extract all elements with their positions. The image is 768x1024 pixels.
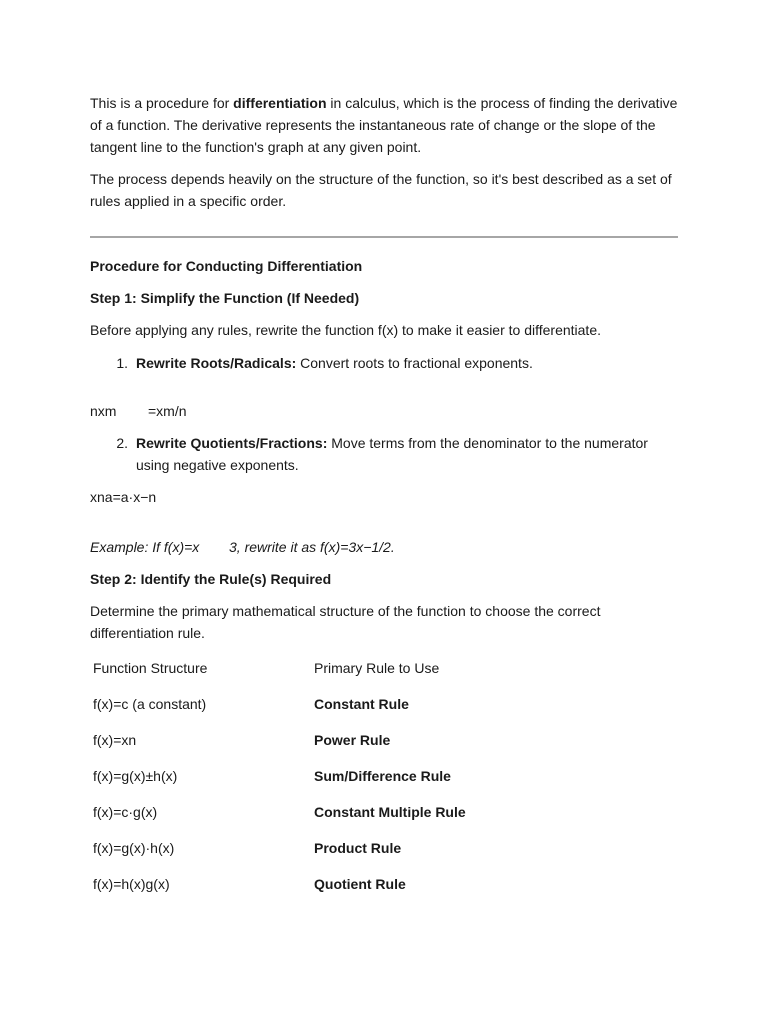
step1-description: Before applying any rules, rewrite the function f(x) to make it easier to differentiate.: [90, 322, 601, 338]
table-cell-rule: Power Rule: [314, 732, 391, 748]
formula-roots-left: nxm: [90, 403, 117, 419]
list-item-label: Rewrite Quotients/Fractions:: [136, 435, 328, 451]
table-row: [93, 837, 553, 873]
intro-text-start: This is a procedure for: [90, 95, 234, 111]
formula-quotients: xna=a·x−n: [90, 489, 157, 505]
rules-table: [93, 657, 553, 909]
section-divider: [90, 236, 678, 238]
table-row: [93, 765, 553, 801]
list-number: 2.: [116, 435, 128, 451]
formula-roots-right: =xm/n: [148, 403, 187, 419]
list-item-label: Rewrite Roots/Radicals:: [136, 355, 297, 371]
intro-term-differentiation: differentiation: [233, 95, 327, 111]
table-header-row: [93, 657, 553, 693]
table-cell-function: f(x)=g(x)·h(x): [93, 840, 175, 856]
procedure-title: Procedure for Conducting Differentiation: [90, 258, 363, 274]
intro-text-end: in calculus, which is the process of finding the derivative of a function. The derivative represents the instantaneous rate of change or the slope of the tangent line to the function's graph at any given point.: [90, 95, 678, 155]
table-header-function-structure: Function Structure: [93, 660, 208, 676]
table-cell-function: f(x)=xn: [93, 732, 137, 748]
table-cell-function: f(x)=c·g(x): [93, 804, 158, 820]
formula-roots: [90, 400, 680, 422]
table-cell-rule: Quotient Rule: [314, 876, 406, 892]
table-header-primary-rule: Primary Rule to Use: [314, 660, 440, 676]
table-row: [93, 873, 553, 909]
example-line: [90, 536, 680, 558]
table-cell-function: f(x)=h(x)g(x): [93, 876, 170, 892]
step2-heading: Step 2: Identify the Rule(s) Required: [90, 571, 332, 587]
example-left: Example: If f(x)=x: [90, 539, 200, 555]
intro-paragraph-1: [90, 92, 680, 158]
list-item-text: [136, 352, 680, 374]
step1-heading: Step 1: Simplify the Function (If Needed): [90, 290, 360, 306]
list-item-text: [136, 432, 680, 476]
list-item-body: Convert roots to fractional exponents.: [296, 355, 533, 371]
table-cell-rule: Constant Multiple Rule: [314, 804, 466, 820]
list-number: 1.: [116, 355, 128, 371]
table-cell-rule: Constant Rule: [314, 696, 409, 712]
table-cell-rule: Sum/Difference Rule: [314, 768, 451, 784]
example-right: 3, rewrite it as f(x)=3x−1/2.: [229, 539, 395, 555]
step2-description: Determine the primary mathematical structure of the function to choose the correct differentiation rule.: [90, 603, 601, 641]
table-cell-function: f(x)=g(x)±h(x): [93, 768, 178, 784]
table-row: [93, 801, 553, 837]
table-row: [93, 693, 553, 729]
intro-paragraph-2: The process depends heavily on the structure of the function, so it's best described as a set of rules applied in a specific order.: [90, 171, 672, 209]
table-cell-function: f(x)=c (a constant): [93, 696, 207, 712]
table-row: [93, 729, 553, 765]
list-item-body: Move terms from the denominator to the numerator using negative exponents.: [136, 435, 648, 473]
table-cell-rule: Product Rule: [314, 840, 402, 856]
